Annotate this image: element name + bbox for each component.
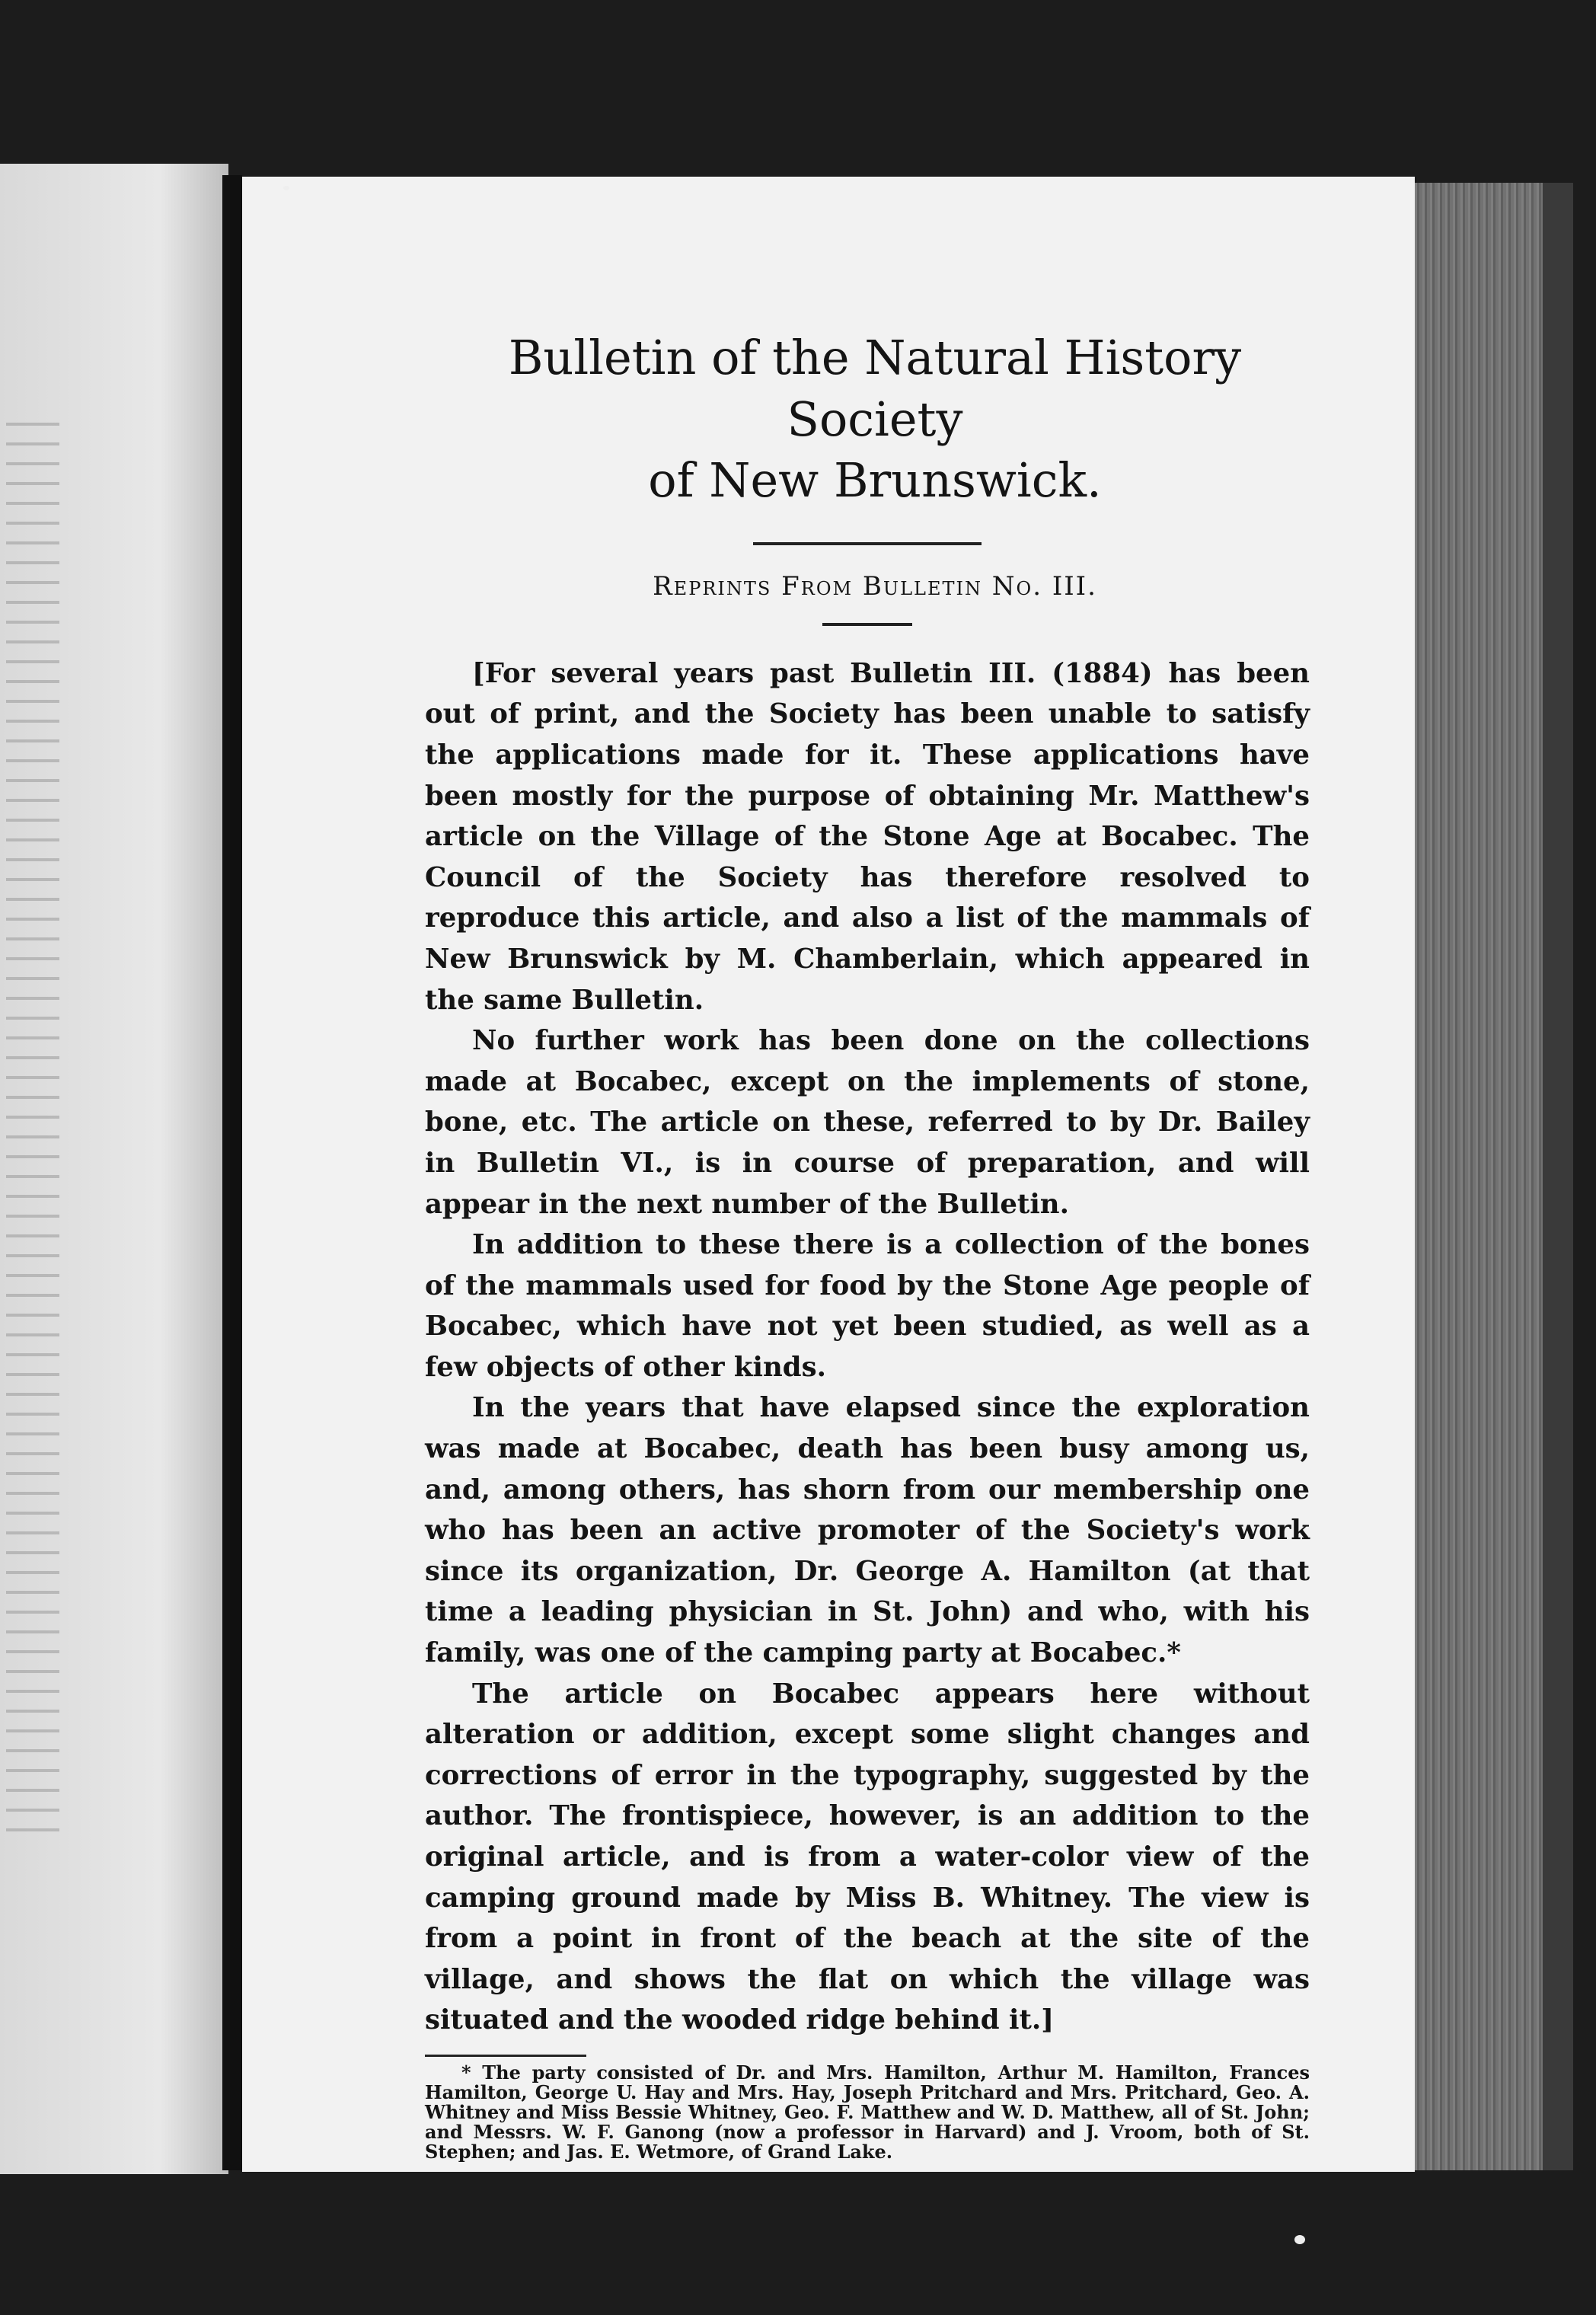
left-page-text-fragment [6, 423, 59, 1831]
footnote-divider [425, 2055, 586, 2057]
paragraph-2: No further work has been done on the collections made at Bocabec, except on the implements of stone, bone, etc. The article on these, referred to by Dr. Bailey in Bulletin VI., is in course of preparation, and will appear in the next number of the Bulletin. [425, 1025, 1310, 1220]
page-title [440, 327, 1310, 512]
title-line-2: of New Brunswick. [648, 452, 1102, 509]
body-text [425, 653, 1310, 2041]
section-subtitle: Reprints From Bulletin No. III. [653, 570, 1097, 602]
footnote: * The party consisted of Dr. and Mrs. Hamilton, Arthur M. Hamilton, Frances Hamilton, George U. Hay and Mrs. Hay, Joseph Pritchard and Mrs. Pritchard, Geo. A. Whitney and Miss Bessie Whitney, Geo. F. Matthew and W. D. Matthew, all of St. John; and Messrs. W. F. Ganong (now a professor in Harvard) and J. Vroom, both of St. Stephen; and Jas. E. Wetmore, of Grand Lake. [425, 2061, 1310, 2163]
paragraph-3: In addition to these there is a collection of the bones of the mammals used for food by the Stone Age people of Bocabec, which have not yet been studied, as well as a few objects of other kinds. [425, 1229, 1310, 1383]
subtitle-divider [822, 623, 912, 626]
dust-speck [1294, 2235, 1305, 2244]
page-stack-edge [1415, 183, 1573, 2170]
paragraph-1: [For several years past Bulletin III. (1884) has been out of print, and the Society has been unable to satisfy the applications made for it. These applications have been mostly for the purpose of obtaining Mr. Matthew's article on the Village of the Stone Age at Bocabec. The Council of the Society has therefore resolved to reproduce this article, and also a list of the mammals of New Brunswick by M. Chamberlain, which appeared in the same Bulletin. [425, 657, 1310, 1016]
paragraph-4: In the years that have elapsed since the exploration was made at Bocabec, death has been busy among us, and, among others, has shorn from our membership one who has been an active promoter of the Society's work since its organization, Dr. George A. Hamilton (at that time a leading physician in St. John) and who, with his family, was one of the camping party at Bocabec.* [425, 1392, 1310, 1669]
left-facing-page [0, 164, 228, 2174]
title-line-1: Bulletin of the Natural History Society [508, 330, 1242, 447]
title-divider [753, 542, 982, 545]
book-gutter [222, 175, 242, 2170]
page-content [425, 327, 1310, 2162]
paragraph-5: The article on Bocabec appears here without alteration or addition, except some slight changes and corrections of error in the typography, suggested by the author. The frontispiece, however, is an addition to the original article, and is from a water-color view of the camping ground made by Miss B. Whitney. The view is from a point in front of the beach at the site of the village, and shows the flat on which the village was situated and the wooded ridge behind it.] [425, 1678, 1310, 2036]
dust-speck [283, 186, 289, 190]
